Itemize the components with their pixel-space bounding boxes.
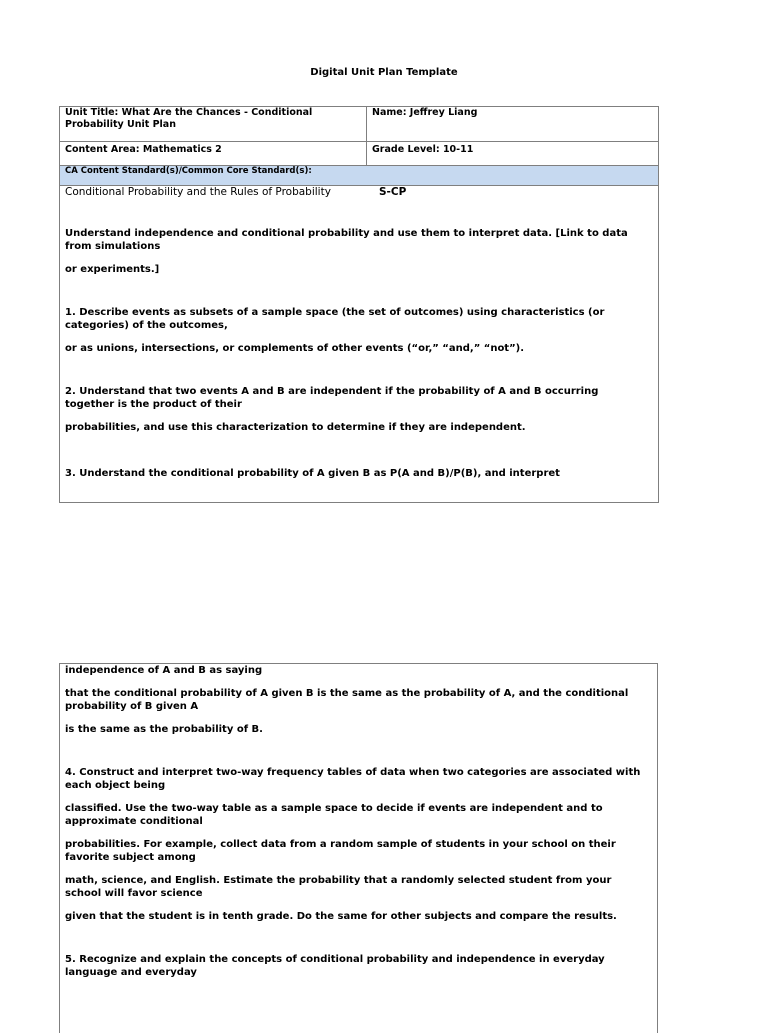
unit-title-cell[interactable]: Unit Title: What Are the Chances - Conditional Probability Unit Plan (60, 107, 367, 142)
continuation-cell[interactable] (59, 663, 658, 1033)
paragraph: given that the student is in tenth grade. Do the same for other subjects and compare the results. (65, 911, 617, 922)
content-area-cell[interactable]: Content Area: Mathematics 2 (60, 142, 367, 166)
name-cell[interactable]: Name: Jeffrey Liang (367, 107, 659, 142)
paragraph: math, science, and English. Estimate the probability that a randomly selected student from your school will favor science (65, 875, 612, 899)
section-heading (65, 186, 650, 199)
paragraph: 5. Recognize and explain the concepts of conditional probability and independence in everyday language and everyday (65, 954, 605, 978)
paragraph: probabilities. For example, collect data from a random sample of students in your school on their favorite subject among (65, 839, 616, 863)
paragraph: or as unions, intersections, or complements of other events (“or,” “and,” “not”). (65, 343, 525, 354)
grade-level-cell[interactable]: Grade Level: 10-11 (367, 142, 659, 166)
table-row (60, 107, 659, 142)
paragraph: that the conditional probability of A given B is the same as the probability of A, and the conditional probability of B given A (65, 688, 629, 712)
section-code: S-CP (378, 186, 407, 198)
paragraph: probabilities, and use this characterization to determine if they are independent. (65, 422, 526, 433)
paragraph: is the same as the probability of B. (65, 724, 263, 735)
paragraph: 2. Understand that two events A and B are independent if the probability of A and B occurring together is the product of their (65, 386, 599, 410)
section-heading-text: Conditional Probability and the Rules of Probability (65, 186, 331, 198)
paragraph: or experiments.] (65, 264, 160, 275)
paragraph: independence of A and B as saying (65, 665, 263, 676)
standards-body-cell[interactable] (60, 186, 659, 503)
standards-label-cell: CA Content Standard(s)/Common Core Standard(s): (60, 166, 659, 186)
paragraph: Understand independence and conditional probability and use them to interpret data. [Link to data from simulations (65, 228, 628, 252)
unit-plan-table (59, 106, 659, 503)
paragraph: classified. Use the two-way table as a sample space to decide if events are independent and to approximate conditional (65, 803, 603, 827)
document-title: Digital Unit Plan Template (310, 67, 458, 78)
paragraph: 1. Describe events as subsets of a sample space (the set of outcomes) using characteristics (or categories) of the outcomes, (65, 307, 605, 331)
table-row (60, 166, 659, 186)
paragraph: 3. Understand the conditional probability of A given B as P(A and B)/P(B), and interpret (65, 468, 560, 479)
table-row (60, 142, 659, 166)
table-row (60, 186, 659, 503)
paragraph: 4. Construct and interpret two-way frequency tables of data when two categories are associated with each object being (65, 767, 641, 791)
